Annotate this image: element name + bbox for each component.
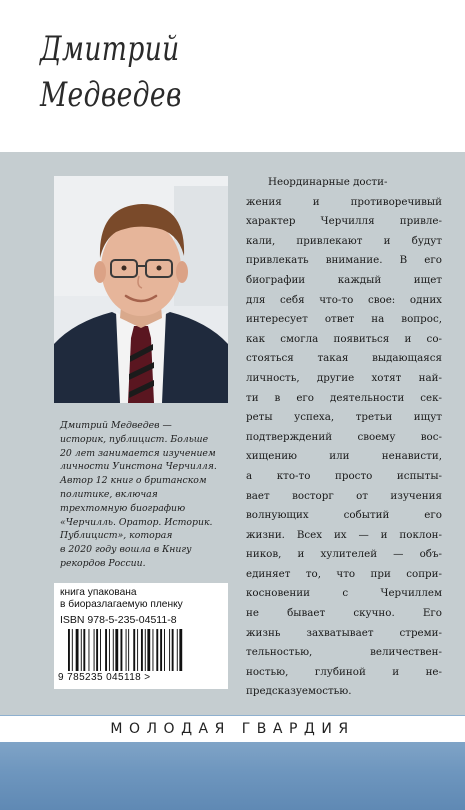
barcode-bar (156, 629, 158, 671)
caption-line: «Черчилль. Оратор. Историк. (60, 516, 213, 528)
barcode-bar (128, 629, 129, 671)
barcode (67, 629, 219, 671)
packaging-note-line: книга упакована (60, 587, 137, 598)
barcode-bar (109, 629, 110, 671)
blurb-line: вает восторг от изучения (246, 489, 442, 502)
author-name-title (40, 26, 182, 118)
blurb-line: стояться такая выдающаяся (246, 352, 442, 365)
blurb-line: косновении с Черчиллем (246, 587, 442, 600)
barcode-bar (72, 629, 73, 671)
caption-line: историк, публицист. Больше (60, 433, 209, 445)
blurb-line: единяет то, что при сопри- (246, 567, 442, 580)
blurb-line: ностью, глубиной и не- (246, 665, 442, 678)
blurb-line: как смогла появиться и со- (246, 332, 442, 345)
barcode-bar (177, 629, 178, 671)
publisher-name: МОЛОДАЯ ГВАРДИЯ (0, 716, 465, 742)
blurb-line: подтверждений своему вос- (246, 430, 442, 443)
barcode-bar (160, 629, 162, 671)
caption-line: Автор 12 книг о британском (60, 475, 207, 487)
barcode-bar (94, 629, 95, 671)
blurb-line: Неординарные дости- (268, 176, 388, 188)
caption-line: в 2020 году вошла в Книгу (60, 544, 192, 556)
blurb-line: привлекать внимание. В его (246, 254, 442, 267)
blurb-line: личность, другие хотят най- (246, 371, 442, 384)
barcode-bar (164, 629, 165, 671)
barcode-bar (137, 629, 138, 671)
author-photo (54, 176, 228, 403)
blurb-line: интересует ответ на вопрос, (246, 313, 442, 326)
barcode-bar (120, 629, 122, 671)
blurb-line: жизни. Всех их — и поклон- (246, 528, 442, 541)
barcode-bar (145, 629, 146, 671)
author-last-name: Медведев (40, 75, 182, 115)
caption-line: 20 лет занимается изучением (60, 447, 216, 459)
barcode-bar (105, 629, 107, 671)
barcode-bar (172, 629, 174, 671)
blurb-line: кали, привлекают и будут (246, 234, 442, 247)
caption-line: рекордов России. (60, 557, 146, 569)
blurb-line: для себя что-то свое: одних (246, 293, 442, 306)
barcode-bar (133, 629, 135, 671)
barcode-bar (115, 629, 118, 671)
blurb-line: тельностью, величествен- (246, 646, 442, 659)
author-first-name: Дмитрий (40, 29, 180, 69)
barcode-bar (179, 629, 182, 671)
blurb-line: не бывает скучно. Его (246, 607, 442, 620)
barcode-bar (96, 629, 98, 671)
caption-line: Дмитрий Медведев — (60, 420, 172, 431)
blurb-line: реты успеха, третьи ищут (246, 411, 442, 424)
isbn-number: ISBN 978-5-235-04511-8 (60, 614, 177, 626)
blurb-line: волнующих событий его (246, 509, 442, 522)
blurb-line: а кто-то просто испыты- (246, 469, 442, 482)
barcode-bar (152, 629, 153, 671)
caption-line: трехтомную биографию (60, 502, 186, 514)
blurb-line: характер Черчилля привле- (246, 215, 442, 228)
barcode-bar (169, 629, 170, 671)
barcode-bar (68, 629, 70, 671)
book-blurb (246, 173, 442, 702)
barcode-digits: 9 785235 045118 > (58, 672, 151, 683)
barcode-bar (141, 629, 143, 671)
caption-line: личности Уинстона Черчилля. (60, 461, 217, 473)
portrait-illustration (54, 176, 228, 403)
barcode-bar (126, 629, 127, 671)
blurb-line: жизнь захватывает стреми- (246, 626, 442, 639)
blurb-line: ников, и хулителей — объ- (246, 548, 442, 561)
blurb-line: предсказуемостью. (246, 685, 352, 698)
packaging-note (60, 587, 183, 611)
isbn-box (54, 583, 228, 689)
packaging-note-line: в биоразлагаемую пленку (60, 599, 183, 610)
barcode-bar (81, 629, 82, 671)
blurb-line: жения и противоречивый (246, 195, 442, 208)
caption-line: Публицист», которая (60, 530, 173, 542)
blurb-line: биографии каждый ищет (246, 273, 442, 286)
caption-line: политике, включая (60, 488, 158, 500)
barcode-bar (100, 629, 101, 671)
barcode-bar (88, 629, 89, 671)
barcode-bar (147, 629, 150, 671)
barcode-bar (113, 629, 114, 671)
blurb-line: хищению или ненависти, (246, 450, 442, 463)
barcode-bar (83, 629, 85, 671)
blurb-line: ти в его деятельности сек- (246, 391, 442, 404)
barcode-bar (76, 629, 79, 671)
author-bio-caption (60, 419, 236, 571)
